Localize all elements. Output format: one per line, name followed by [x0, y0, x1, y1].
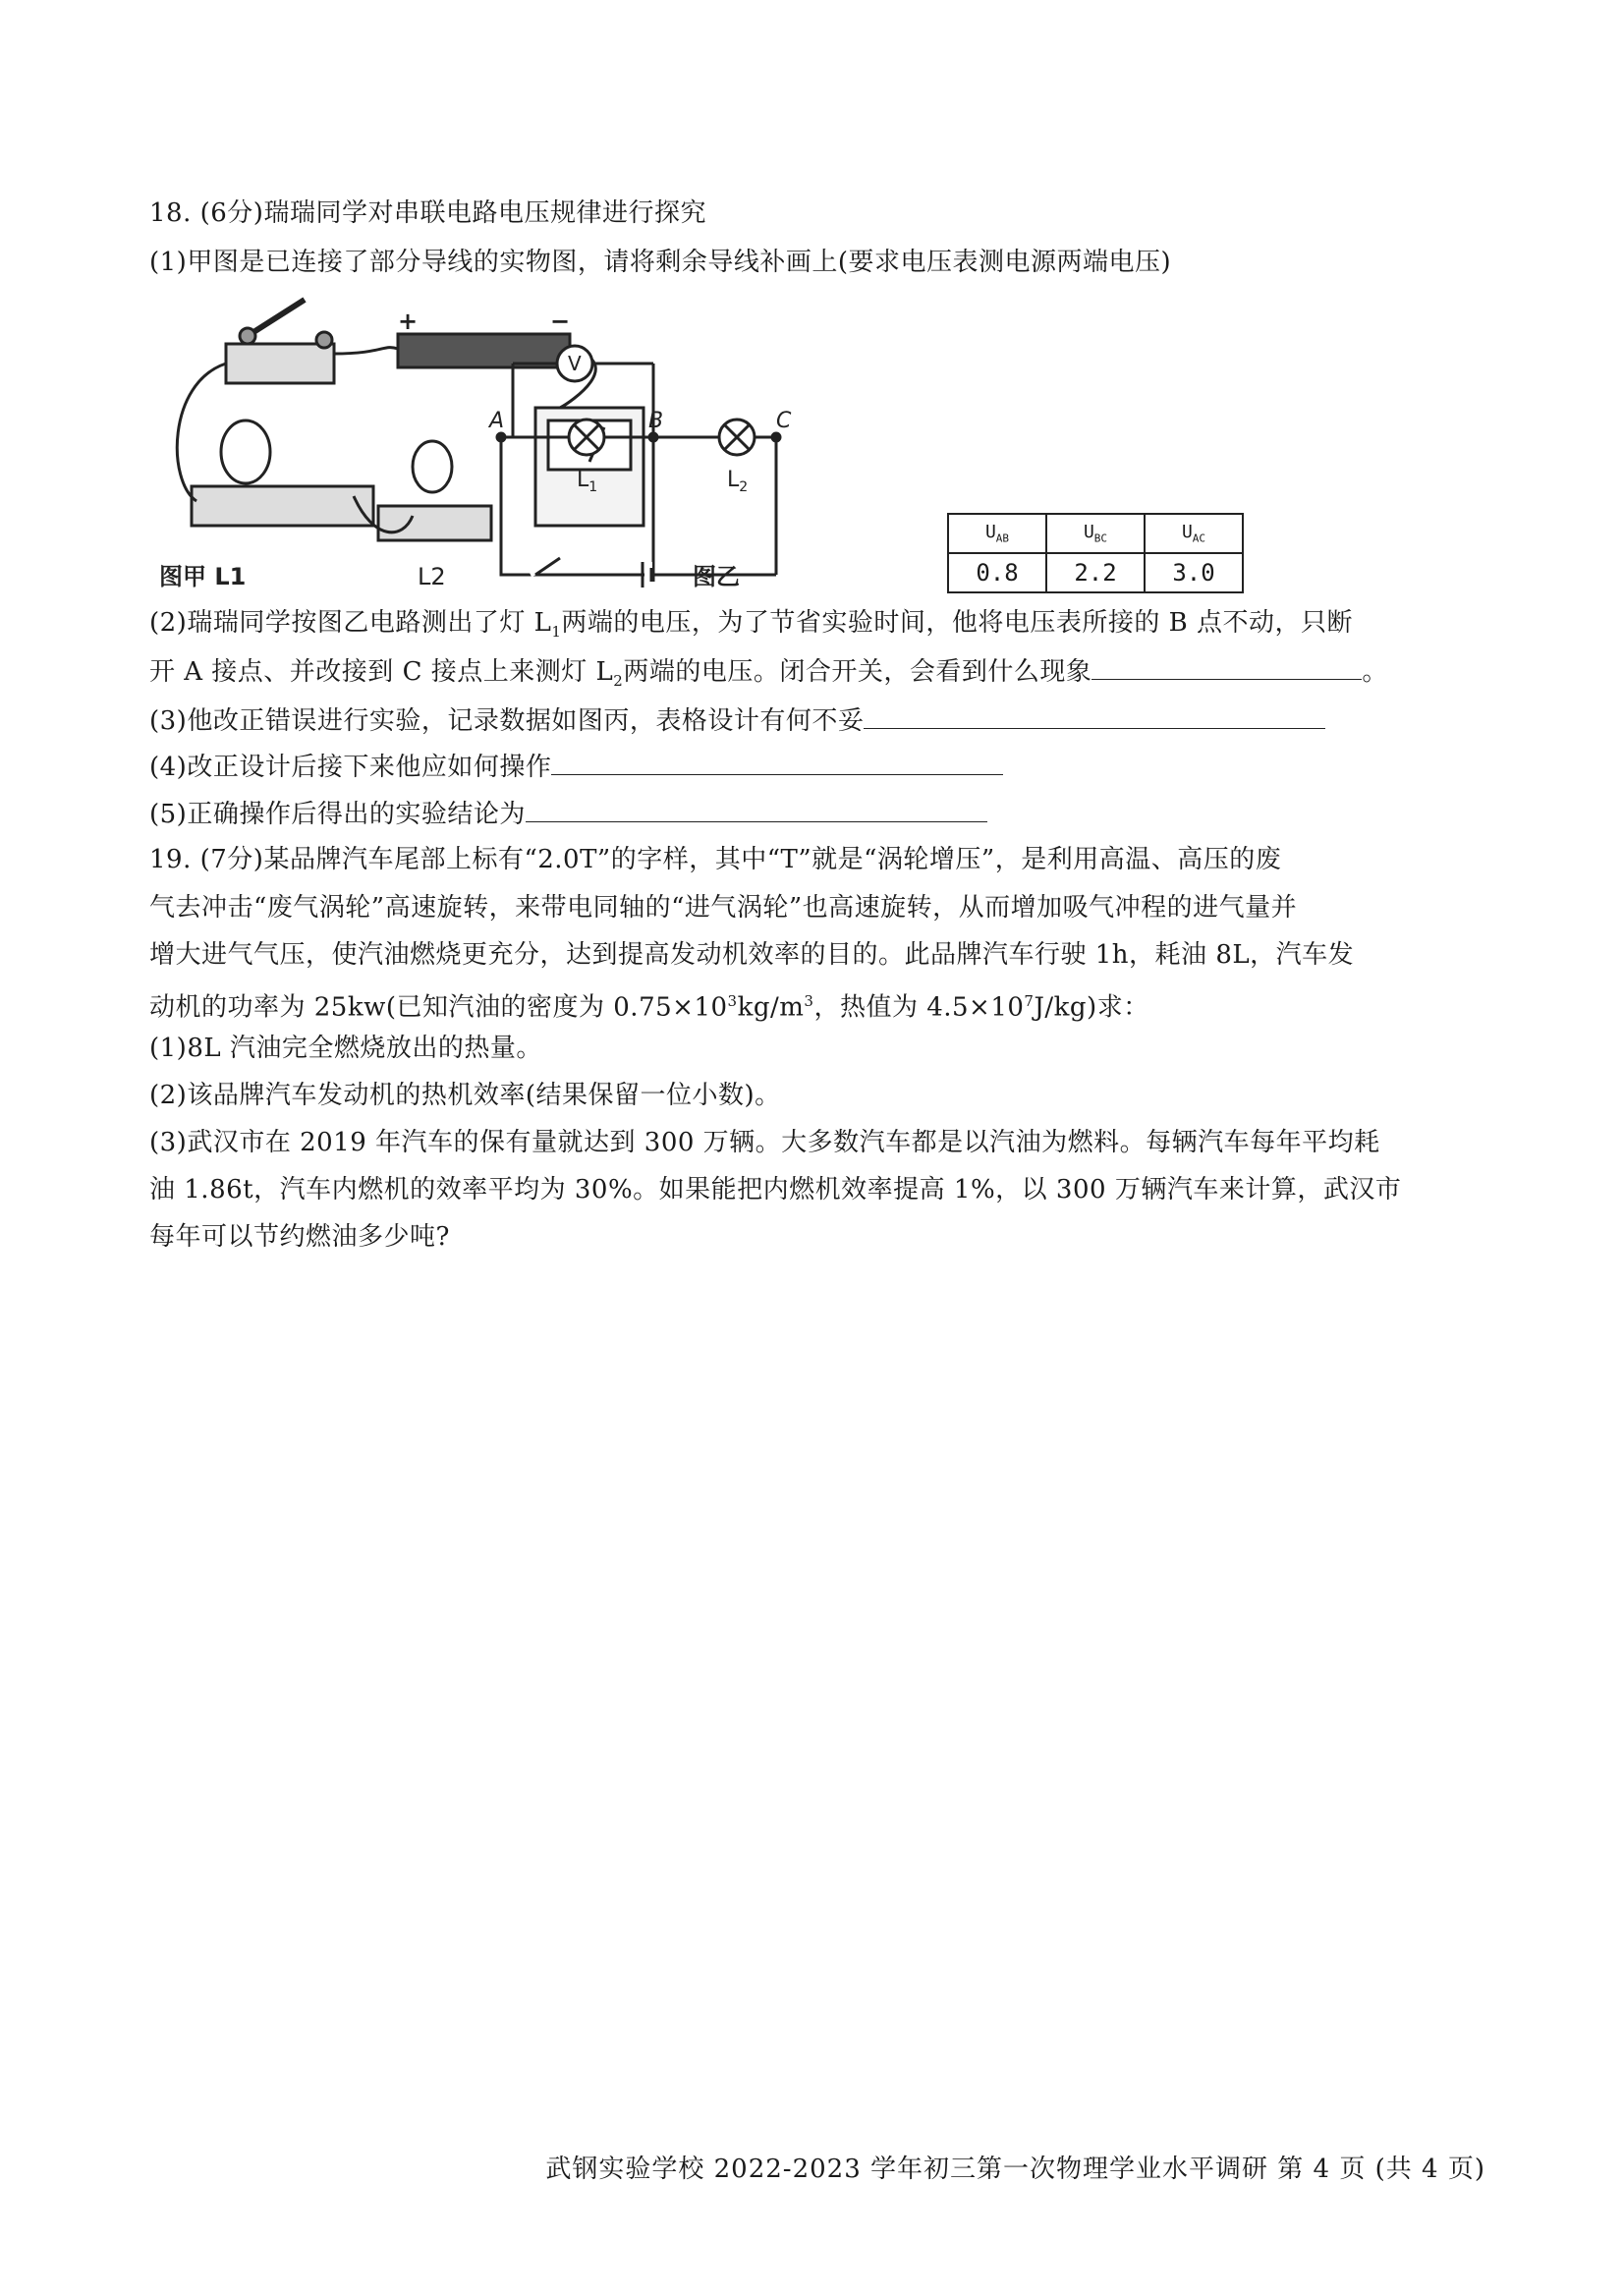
- switch-lever: [251, 300, 305, 334]
- q19-sub2: (2)该品牌汽车发动机的热机效率(结果保留一位小数)。: [149, 1081, 781, 1110]
- fig-yi-label: 图乙: [693, 563, 740, 590]
- wire-2: [334, 348, 398, 354]
- fig-l2-label: L2: [418, 563, 446, 590]
- answer-blank-3[interactable]: [864, 702, 1325, 729]
- answer-blank-2[interactable]: [1091, 653, 1362, 680]
- voltmeter-symbol-label: V: [568, 352, 582, 375]
- q19-sub3-line1: (3)武汉市在 2019 年汽车的保有量就达到 300 万辆。大多数汽车都是以汽油为燃料。每辆汽车每年平均耗: [149, 1128, 1380, 1157]
- q19-line3: 增大进气气压，使汽油燃烧更充分，达到提高发动机效率的目的。此品牌汽车行驶 1h，耗油 8L，汽车发: [149, 940, 1355, 970]
- q19-sub3-line2: 油 1.86t，汽车内燃机的效率平均为 30%。如果能把内燃机效率提高 1%，以 300 万辆汽车来计算，武汉市: [149, 1175, 1402, 1204]
- answer-blank-4[interactable]: [551, 749, 1003, 775]
- point-c-label: C: [776, 409, 792, 433]
- table-value-ubc: 2.2: [1046, 553, 1145, 592]
- q18-part2-line2: 开 A 接点、并改接到 C 接点上来测灯 $L_2$两端的电压。闭合开关，会看到什么现象 。: [149, 653, 1388, 698]
- q19-sub3-line3: 每年可以节约燃油多少吨?: [149, 1222, 450, 1252]
- q18-part5: (5)正确操作后得出的实验结论为: [149, 796, 987, 831]
- table-header-ubc: $U_{BC}$: [1046, 514, 1145, 553]
- schematic-l2-label: $L_2$: [727, 468, 749, 495]
- q18-part3: (3)他改正错误进行实验，记录数据如图丙，表格设计有何不妥: [149, 702, 1325, 738]
- q19-sub1: (1)8L 汽油完全燃烧放出的热量。: [149, 1034, 542, 1063]
- page-footer: 武钢实验学校 2022-2023 学年初三第一次物理学业水平调研 第 4 页 (共 4 页): [545, 2155, 1485, 2184]
- battery-plus-label: +: [398, 308, 419, 335]
- table-value-uac: 3.0: [1145, 553, 1243, 592]
- voltage-table: [947, 513, 1244, 593]
- q18-title: 18. (6分)瑞瑞同学对串联电路电压规律进行探究: [149, 198, 706, 228]
- table-header-uac: $U_{AC}$: [1145, 514, 1243, 553]
- point-a-label: A: [489, 409, 505, 433]
- q19-line1: 19. (7分)某品牌汽车尾部上标有“2.0T”的字样，其中“T”就是“涡轮增压”，是利用高温、高压的废: [149, 845, 1282, 874]
- bulb-base-1: [192, 486, 373, 526]
- switch-base: [226, 344, 334, 383]
- bulb-base-2: [378, 506, 491, 540]
- q18-part1: (1)甲图是已连接了部分导线的实物图，请将剩余导线补画上(要求电压表测电源两端电压): [149, 248, 1172, 277]
- fig-jia-label: 图甲 L1: [159, 563, 247, 590]
- bulb-l2: [413, 441, 452, 492]
- circuit-figures: [157, 295, 943, 599]
- q18-part2-line1: (2)瑞瑞同学按图乙电路测出了灯 $L_1$两端的电压，为了节省实验时间，他将电压表所接的 B 点不动，只断: [149, 608, 1354, 642]
- point-b-label: B: [648, 409, 664, 433]
- bulb-l1: [221, 420, 270, 483]
- schematic-l1-label: $L_1$: [577, 468, 598, 495]
- answer-blank-5[interactable]: [526, 796, 987, 822]
- table-value-uab: 0.8: [948, 553, 1046, 592]
- battery-minus-label: −: [550, 308, 571, 335]
- q19-line4: 动机的功率为 25kw(已知汽油的密度为 $0.75\times 10^3kg/m^3$，热值为 $4.5\times 10^7J/kg$)求：: [149, 992, 1149, 1023]
- wire-1: [177, 364, 226, 501]
- q19-line2: 气去冲击“废气涡轮”高速旋转，来带电同轴的“进气涡轮”也高速旋转，从而增加吸气冲程的进气量并: [149, 893, 1298, 923]
- q18-part4: (4)改正设计后接下来他应如何操作: [149, 749, 1003, 784]
- table-header-uab: $U_{AB}$: [948, 514, 1046, 553]
